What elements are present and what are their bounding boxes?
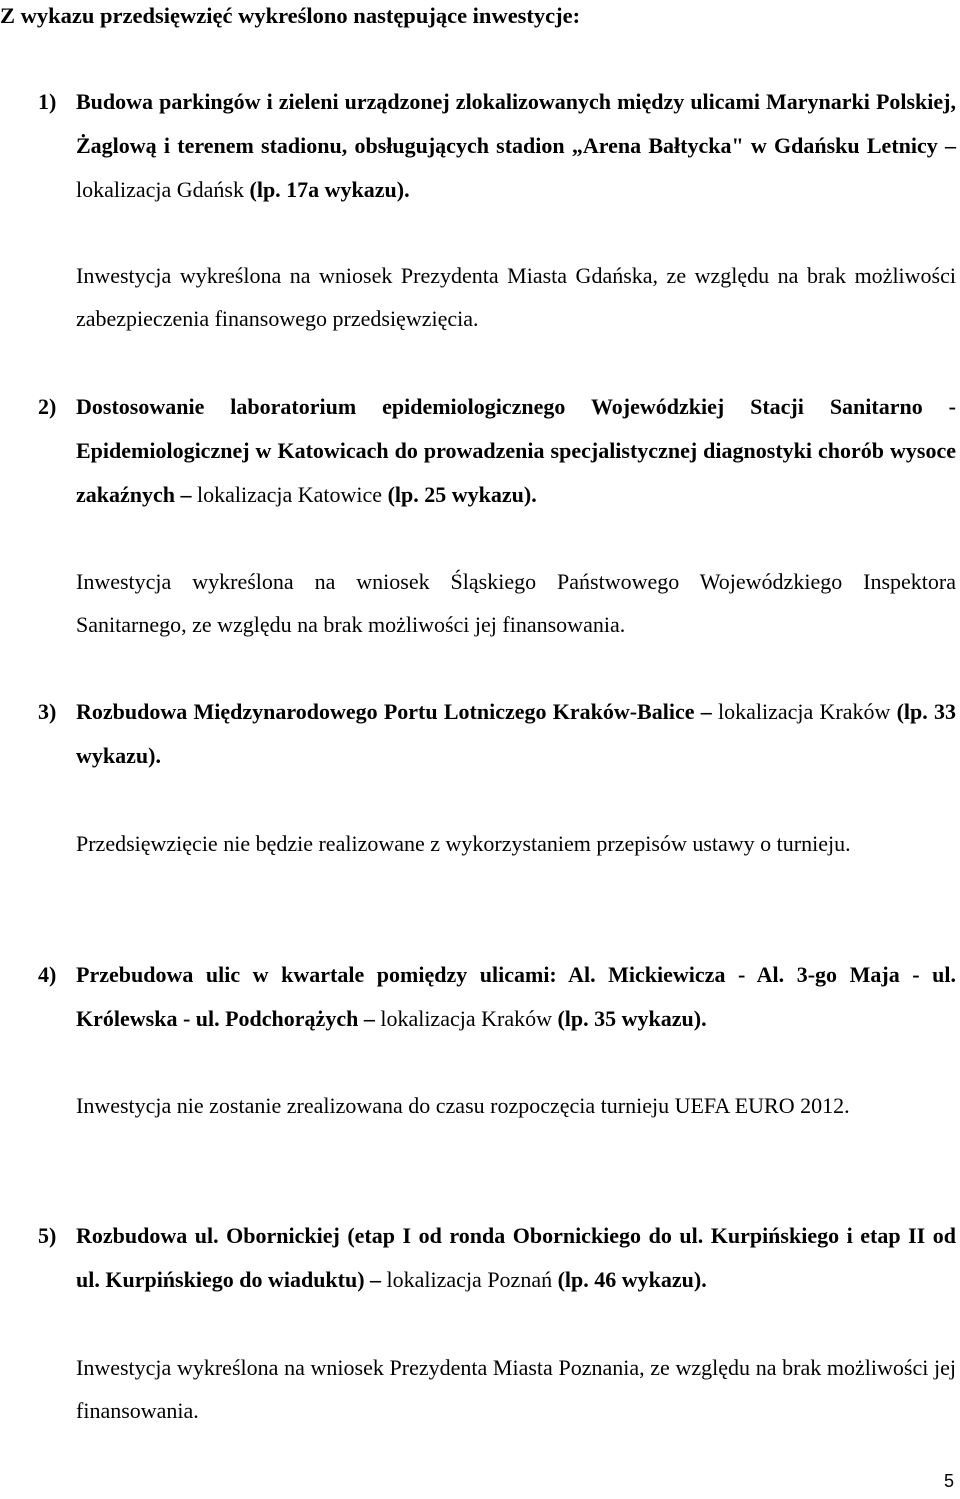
item-location: lokalizacja Gdańsk: [76, 177, 244, 202]
item-note: Przedsięwzięcie nie będzie realizowane z wykorzystaniem przepisów ustawy o turnieju.: [76, 831, 851, 856]
item-number: 2): [38, 394, 57, 419]
item-number: 1): [38, 89, 57, 114]
item-number: 5): [38, 1223, 57, 1248]
item-ref: (lp. 46 wykazu).: [557, 1267, 707, 1292]
item-title: Rozbudowa Międzynarodowego Portu Lotniczego Kraków-Balice –: [76, 699, 712, 724]
item-ref: (lp. 35 wykazu).: [557, 1006, 707, 1031]
list-item-3: [38, 690, 956, 778]
item-title: Przebudowa ulic w kwartale pomiędzy ulicami: Al. Mickiewicza - Al. 3-go Maja - ul. Królewska - ul. Podchorążych –: [76, 962, 956, 1031]
item-number: 3): [38, 699, 57, 724]
item-title: Dostosowanie laboratorium epidemiologicznego Wojewódzkiej Stacji Sanitarno - Epidemiologicznej w Katowicach do prowadzenia specjalistycznej diagnostyki chorób wysoce zakaźnych –: [76, 394, 956, 507]
item-location: lokalizacja Poznań: [386, 1267, 553, 1292]
item-number: 4): [38, 962, 57, 987]
item-location: lokalizacja Kraków: [380, 1006, 552, 1031]
list-item-2: [38, 385, 956, 517]
item-note: Inwestycja wykreślona na wniosek Prezydenta Miasta Gdańska, ze względu na brak możliwości zabezpieczenia finansowego przedsięwzięcia.: [76, 263, 956, 331]
item-note: Inwestycja wykreślona na wniosek Śląskiego Państwowego Wojewódzkiego Inspektora Sanitarnego, ze względu na brak możliwości jej finansowania.: [76, 569, 956, 637]
page-number: 5: [943, 1471, 954, 1491]
item-ref: (lp. 17a wykazu).: [249, 177, 410, 202]
item-location: lokalizacja Katowice: [197, 482, 383, 507]
list-item-4: [38, 953, 956, 1041]
item-note: Inwestycja wykreślona na wniosek Prezydenta Miasta Poznania, ze względu na brak możliwości jej finansowania.: [76, 1355, 956, 1423]
item-ref: (lp. 25 wykazu).: [387, 482, 537, 507]
list-item-5: [38, 1214, 956, 1302]
item-title: Budowa parkingów i zieleni urządzonej zlokalizowanych między ulicami Marynarki Polskiej, Żaglową i terenem stadionu, obsługujących stadion „Arena Bałtycka" w Gdańsku Letnicy –: [76, 89, 956, 158]
item-note: Inwestycja nie zostanie zrealizowana do czasu rozpoczęcia turnieju UEFA EURO 2012.: [76, 1093, 850, 1118]
list-item-1: [38, 80, 956, 212]
item-location: lokalizacja Kraków: [717, 699, 891, 724]
item-title: Rozbudowa ul. Obornickiej (etap I od ronda Obornickiego do ul. Kurpińskiego i etap II od ul. Kurpińskiego do wiaduktu) –: [76, 1223, 956, 1292]
item-ref: (lp. 33 wykazu).: [76, 699, 957, 768]
page-title: Z wykazu przedsięwzięć wykreślono następujące inwestycje:: [0, 3, 581, 28]
